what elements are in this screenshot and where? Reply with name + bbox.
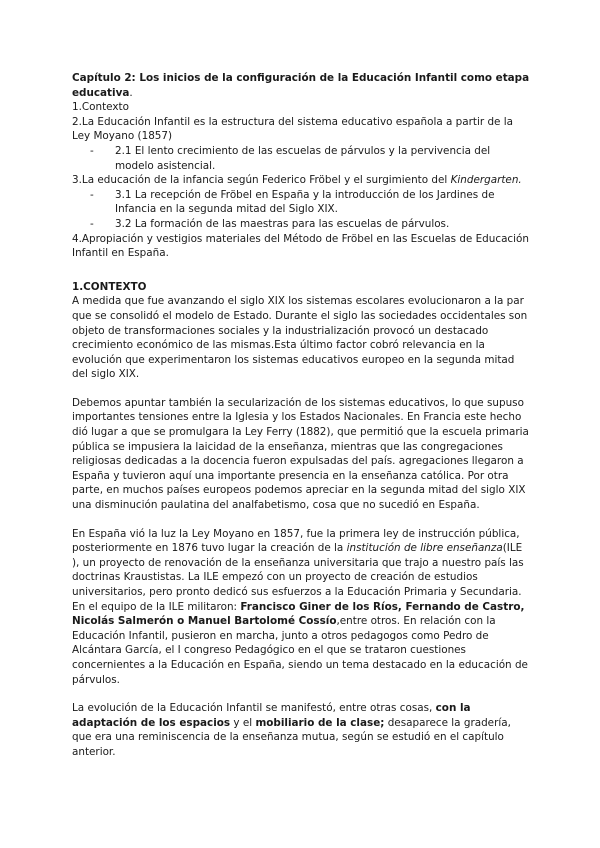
- toc-dash: -: [90, 144, 94, 157]
- toc-item-3-1: - 3.1 La recepción de Fröbel en España y la introducción de los Jardines de Infancia en la segunda mitad del Siglo XIX.: [90, 188, 495, 216]
- toc-item-3: 3.La educación de la infancia según Federico Fröbel y el surgimiento del Kindergarten.: [72, 174, 522, 187]
- document-content: [72, 71, 532, 760]
- toc-item-4: 4.Apropiación y vestigios materiales del Método de Fröbel en las Escuelas de Educación Infantil en España.: [72, 232, 529, 260]
- paragraph-4: La evolución de la Educación Infantil se manifestó, entre otras cosas, con la adaptación de los espacios y el mobiliario de la clase; desaparece la gradería, que era una reminiscencia de la enseñanza mutua, según se estudió en el capítulo anterior.: [72, 702, 511, 758]
- toc-item-1: 1.Contexto: [72, 101, 129, 114]
- section-heading: 1.CONTEXTO: [72, 280, 147, 293]
- toc-dash: -: [90, 188, 94, 201]
- paragraph-1: A medida que fue avanzando el siglo XIX los sistemas escolares evolucionaron a la par que se consolidó el modelo de Estado. Durante el siglo las sociedades occidentales son objeto de transformaciones sociales y la industrialización provocó un destacado crecimiento económico de las mismas.Esta último factor cobró relevancia en la evolución que experimentaron los sistemas educativos europeo en la segunda mitad del siglo XIX.: [72, 295, 528, 381]
- toc-item-2: 2.La Educación Infantil es la estructura del sistema educativo española a partir de la Ley Moyano (1857): [72, 115, 514, 143]
- toc-dash: -: [90, 217, 94, 230]
- toc-item-3-2: - 3.2 La formación de las maestras para las escuelas de párvulos.: [90, 217, 450, 230]
- table-of-contents: [72, 100, 532, 261]
- toc-item-2-1: - 2.1 El lento crecimiento de las escuelas de párvulos y la pervivencia del modelo asistencial.: [90, 144, 491, 172]
- chapter-title: Capítulo 2: Los inicios de la configuración de la Educación Infantil como etapa educativa.: [72, 72, 530, 99]
- paragraph-3: En España vió la luz la Ley Moyano en 1857, fue la primera ley de instrucción pública, posteriormente en 1876 tuvo lugar la creación de la institución de libre enseñanza(ILE ), un proyecto de renovación de la enseñanza universitaria que trajo a nuestro país las doctrinas Kraustistas. La ILE empezó con un proyecto de creación de estudios universitarios, pero pronto dedicó sus esfuerzos a la Educación Primaria y Secundaria. En el equipo de la ILE militaron: Francisco Giner de los Ríos, Fernando de Castro, Nicolás Salmerón o Manuel Bartolomé Cossío,entre otros. En relación con la Educación Infantil, pusieron en marcha, junto a otros pedagogos como Pedro de Alcántara García, el I congreso Pedagógico en el que se trataron cuestiones concernientes a la Educación en España, siendo un tema destacado en la educación de párvulos.: [72, 527, 528, 686]
- paragraph-2: Debemos apuntar también la secularización de los sistemas educativos, lo que supuso importantes tensiones entre la Iglesia y los Estados Nacionales. En Francia este hecho dió lugar a que se promulgara la Ley Ferry (1882), que permitió que la escuela primaria pública se impusiera la laicidad de la enseñanza, mientras que las congregaciones religiosas dedicadas a la docencia fueron expulsadas del país. agregaciones llegaron a España y tuvieron aquí una importante presencia en la enseñanza católica. Por otra parte, en muchos países europeos podemos apreciar en la segunda mitad del siglo XIX una disminución paulatina del analfabetismo, cosa que no sucedió en España.: [72, 396, 529, 512]
